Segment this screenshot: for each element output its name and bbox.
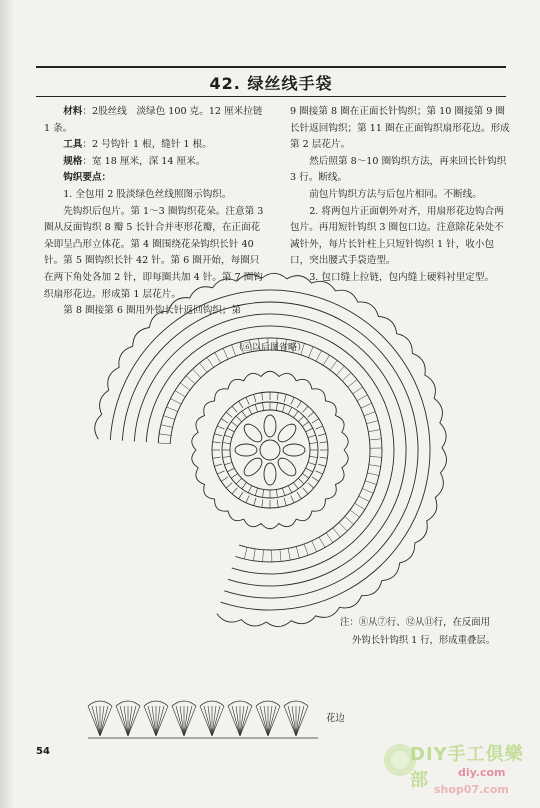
watermark-text: DIY手工俱樂部 bbox=[410, 744, 524, 791]
stitch-tick bbox=[186, 376, 195, 384]
left-paragraph-3: 第 8 圈接第 6 圈用外钩长针返回钩织；第 bbox=[63, 305, 242, 317]
stitch-tick bbox=[333, 528, 341, 537]
stitch-tick bbox=[285, 339, 287, 351]
stitch-tick bbox=[306, 428, 313, 432]
edging-stitch bbox=[288, 706, 296, 736]
edging-stitch bbox=[156, 706, 164, 736]
key-points-heading: 钩织要点： bbox=[63, 172, 112, 184]
stitch-tick bbox=[159, 434, 171, 436]
stitch-tick bbox=[232, 488, 237, 494]
outer-row-arc bbox=[146, 326, 394, 574]
outer-row-arc bbox=[122, 302, 418, 598]
edging-stitch bbox=[148, 706, 156, 736]
stitch-tick bbox=[250, 340, 252, 352]
stitch-tick bbox=[214, 434, 222, 436]
stitch-tick bbox=[312, 541, 317, 552]
stitch-tick bbox=[339, 522, 347, 531]
edging-stitch bbox=[204, 706, 212, 736]
stitch-tick bbox=[318, 464, 326, 466]
stitch-tick bbox=[353, 387, 363, 394]
page-title: 42. 绿丝线手袋 bbox=[209, 73, 333, 93]
stitch-tick bbox=[298, 478, 304, 484]
flower-petal bbox=[264, 415, 276, 437]
stitch-tick bbox=[370, 457, 382, 458]
stitch-tick bbox=[242, 411, 247, 417]
edging-stitch bbox=[212, 706, 220, 736]
stitch-tick bbox=[319, 537, 325, 548]
stitch-tick bbox=[213, 442, 221, 443]
stitch-tick bbox=[236, 416, 242, 422]
edging-scallop bbox=[284, 701, 308, 706]
stitch-tick bbox=[226, 412, 232, 417]
stitch-tick bbox=[302, 422, 308, 427]
edging-stitch bbox=[120, 706, 128, 736]
stitch-tick bbox=[303, 406, 308, 412]
stitch-tick bbox=[276, 338, 277, 350]
stitch-tick bbox=[308, 435, 316, 437]
right-paragraph-2: 然后照第 8～10 圈钩织方法，再来回长针钩织 3 行。断线。 bbox=[290, 155, 507, 184]
edging-scallop bbox=[228, 701, 252, 706]
stitch-tick bbox=[276, 490, 277, 498]
stitch-tick bbox=[330, 360, 337, 370]
materials-text: ：2股丝线 淡绿色 100 克。12 厘米拉链 1 条。 bbox=[44, 106, 263, 134]
spec-label: 规格 bbox=[63, 155, 83, 167]
edging-scallop bbox=[88, 701, 112, 706]
edging-stitch bbox=[184, 706, 192, 736]
stitch-tick bbox=[326, 533, 333, 543]
stitch-tick bbox=[336, 366, 344, 375]
flower-petal bbox=[275, 421, 299, 445]
stitch-tick bbox=[263, 550, 264, 562]
stitch-tick bbox=[240, 342, 243, 354]
tools-label: 工具 bbox=[63, 139, 83, 151]
outer-row-arc bbox=[134, 314, 406, 586]
edging-stitch bbox=[268, 706, 276, 736]
stitch-tick bbox=[367, 473, 379, 476]
watermark-url-1: diy.com bbox=[458, 766, 506, 779]
stitch-tick bbox=[312, 419, 319, 423]
edging-stitch bbox=[260, 706, 268, 736]
stitch-tick bbox=[288, 486, 292, 493]
stitch-tick bbox=[239, 401, 243, 408]
stitch-tick bbox=[282, 404, 284, 412]
edging-scallop bbox=[256, 701, 280, 706]
stitch-tick bbox=[246, 496, 249, 503]
stitch-tick bbox=[316, 471, 323, 474]
stitch-tick bbox=[306, 468, 313, 472]
edging-stitch bbox=[100, 706, 108, 736]
edging-stitch bbox=[240, 706, 248, 736]
stitch-tick bbox=[158, 443, 170, 444]
stitch-tick bbox=[323, 355, 329, 365]
stitch-tick bbox=[217, 426, 224, 429]
stitch-tick bbox=[246, 397, 249, 404]
flower-petal bbox=[275, 455, 299, 479]
flower-petal bbox=[283, 444, 305, 456]
stitch-tick bbox=[277, 393, 278, 401]
stitch-tick bbox=[368, 430, 380, 432]
edging-scallop bbox=[144, 701, 168, 706]
stitch-tick bbox=[215, 353, 221, 364]
stitch-tick bbox=[342, 373, 351, 381]
stitch-tick bbox=[309, 347, 314, 358]
stitch-tick bbox=[288, 407, 292, 414]
stitch-tick bbox=[294, 411, 299, 417]
flower-center-ring bbox=[260, 440, 280, 460]
flower-petal bbox=[235, 444, 257, 456]
flower-outer-ring bbox=[230, 410, 310, 490]
stitch-tick bbox=[348, 380, 357, 388]
materials-label: 材料 bbox=[63, 106, 83, 117]
stitch-tick bbox=[365, 481, 377, 485]
stitch-tick bbox=[370, 439, 382, 440]
stitch-tick bbox=[217, 471, 224, 474]
stitch-tick bbox=[262, 393, 263, 401]
edging-stitch bbox=[232, 706, 240, 736]
stitch-tick bbox=[284, 394, 286, 402]
stitch-tick bbox=[167, 407, 178, 412]
stitch-tick bbox=[221, 419, 228, 423]
stitch-tick bbox=[297, 492, 301, 499]
edging-stitch bbox=[296, 706, 304, 736]
stitch-tick bbox=[236, 478, 242, 484]
right-paragraph-4: 2. 将两包片正面朝外对齐，用扇形花边钩合两包片。再用短针钩织 3 圈包口边。注意除花朵处不减针外，每片长针柱上只短针钩织 1 针，收小包口，突出腰式手袋造型。 bbox=[290, 205, 504, 267]
stitch-tick bbox=[298, 416, 304, 422]
stitch-tick bbox=[207, 357, 214, 367]
stitch-tick bbox=[232, 345, 236, 356]
stitch-tick bbox=[163, 416, 174, 420]
stitch-tick bbox=[263, 403, 264, 411]
stitch-tick bbox=[221, 477, 228, 481]
stitch-tick bbox=[320, 457, 328, 458]
stitch-tick bbox=[310, 456, 318, 457]
diagram-note-line-2: 外钩长针钩织 1 行，形成重叠层。 bbox=[352, 635, 496, 646]
stitch-tick bbox=[227, 468, 234, 472]
stitch-tick bbox=[362, 489, 373, 494]
stitch-tick bbox=[161, 425, 173, 428]
stitch-tick bbox=[284, 498, 286, 506]
stitch-tick bbox=[296, 547, 299, 559]
stitch-tick bbox=[369, 465, 381, 467]
diagram-note bbox=[340, 614, 530, 650]
stitch-tick bbox=[293, 341, 296, 353]
stitch-tick bbox=[213, 457, 221, 458]
stitch-tick bbox=[223, 348, 228, 359]
stitch-tick bbox=[232, 406, 237, 412]
stitch-tick bbox=[312, 477, 319, 481]
right-paragraph-3: 前包片钩织方法与后包片相同。不断线。 bbox=[309, 188, 482, 200]
stitch-tick bbox=[294, 482, 299, 488]
stitch-tick bbox=[171, 399, 182, 405]
stitch-tick bbox=[248, 407, 252, 414]
stitch-tick bbox=[180, 383, 190, 390]
edging-label: 花边 bbox=[326, 713, 345, 724]
edging-scallop bbox=[116, 701, 140, 706]
stitch-tick bbox=[303, 488, 308, 494]
stitch-tick bbox=[255, 404, 257, 412]
spec-text: ：宽 18 厘米，深 14 厘米。 bbox=[82, 155, 206, 167]
stitch-tick bbox=[259, 339, 260, 351]
edging-scallop bbox=[172, 701, 196, 706]
stitch-tick bbox=[364, 412, 375, 416]
stitch-tick bbox=[276, 403, 277, 411]
stitch-tick bbox=[254, 394, 256, 402]
stitch-tick bbox=[231, 422, 237, 427]
flower-petal bbox=[241, 455, 265, 479]
stitch-tick bbox=[355, 503, 365, 509]
right-paragraph-1: 9 圈接第 8 圈在正面长针钩织；第 10 圈接第 9 圈长针返回钩织；第 11 圈在正面钩织扇形花边。形成第 2 层花片。 bbox=[290, 106, 510, 151]
stitch-tick bbox=[301, 343, 305, 354]
stitch-tick bbox=[310, 443, 318, 444]
stitch-tick bbox=[282, 488, 284, 496]
stitch-tick bbox=[316, 351, 322, 362]
stitch-tick bbox=[308, 412, 314, 417]
stitch-tick bbox=[280, 550, 281, 562]
stitch-tick bbox=[359, 496, 370, 502]
stitch-tick bbox=[350, 510, 360, 517]
flower-petal bbox=[241, 421, 265, 445]
stitch-tick bbox=[175, 391, 185, 397]
stitch-tick bbox=[304, 544, 308, 555]
stitch-tick bbox=[255, 488, 257, 496]
diagram-caption: （⑥以后图省略） bbox=[234, 343, 307, 353]
stitch-tick bbox=[263, 490, 264, 498]
stitch-tick bbox=[254, 498, 256, 506]
stitch-tick bbox=[244, 547, 247, 559]
stitch-tick bbox=[200, 363, 208, 372]
edging-stitch bbox=[92, 706, 100, 736]
stitch-tick bbox=[223, 456, 231, 457]
stitch-tick bbox=[223, 443, 231, 444]
edging-stitch bbox=[176, 706, 184, 736]
stitch-tick bbox=[193, 369, 201, 378]
outer-row-arc bbox=[170, 350, 370, 550]
stitch-tick bbox=[308, 483, 314, 488]
stitch-tick bbox=[316, 426, 323, 429]
diagram-note-line-1: 注：⑧从⑦行、⑫从⑪行，在反面用 bbox=[340, 617, 491, 628]
stitch-tick bbox=[318, 434, 326, 436]
stitch-tick bbox=[253, 549, 255, 561]
left-paragraph-2: 先钩织后包片。第 1～3 圈钩织花朵。注意第 3 圈从反面钩织 8 瓣 5 长针合并枣形花瓣，在正面花朵即呈凸形立体花。第 4 圈围绕花朵钩织长针 40 针。第 5 圈钩织长针 42 针。第 6 圈开始，每圈只在两下角处各加 2 针，即每圈共加 4 针。第 7 圈钩织扇形花边。形成第 1 层花片。 bbox=[44, 205, 264, 300]
stitch-tick bbox=[291, 397, 294, 404]
stitch-tick bbox=[291, 496, 294, 503]
stitch-tick bbox=[367, 421, 379, 424]
stitch-tick bbox=[302, 474, 308, 479]
tools-text: ：2 号钩针 1 根，缝针 1 根。 bbox=[82, 139, 212, 151]
stitch-tick bbox=[226, 483, 232, 488]
stitch-tick bbox=[357, 395, 367, 401]
stitch-tick bbox=[224, 435, 232, 437]
stitch-tick bbox=[227, 428, 234, 432]
flower-petal bbox=[264, 463, 276, 485]
stitch-tick bbox=[297, 401, 301, 408]
right-paragraph-5: 3. 包口缝上拉链，包内缝上硬料衬里定型。 bbox=[309, 271, 495, 283]
stitch-tick bbox=[214, 464, 222, 466]
stitch-tick bbox=[239, 492, 243, 499]
stitch-tick bbox=[320, 442, 328, 443]
stitch-tick bbox=[224, 462, 232, 464]
stitch-tick bbox=[242, 482, 247, 488]
stitch-tick bbox=[277, 500, 278, 508]
stitch-tick bbox=[308, 462, 316, 464]
stitch-tick bbox=[345, 516, 354, 524]
edging-stitch bbox=[128, 706, 136, 736]
left-paragraph-1: 1. 全包用 2 股淡绿色丝线照图示钩织。 bbox=[63, 188, 232, 200]
stitch-tick bbox=[231, 474, 237, 479]
page-number: 54 bbox=[36, 746, 50, 757]
edging-scallop bbox=[200, 701, 224, 706]
stitch-tick bbox=[361, 403, 372, 408]
watermark-url-2: shop07.com bbox=[434, 783, 509, 796]
stitch-tick bbox=[288, 548, 290, 560]
stitch-tick bbox=[248, 486, 252, 493]
stitch-tick bbox=[262, 500, 263, 508]
